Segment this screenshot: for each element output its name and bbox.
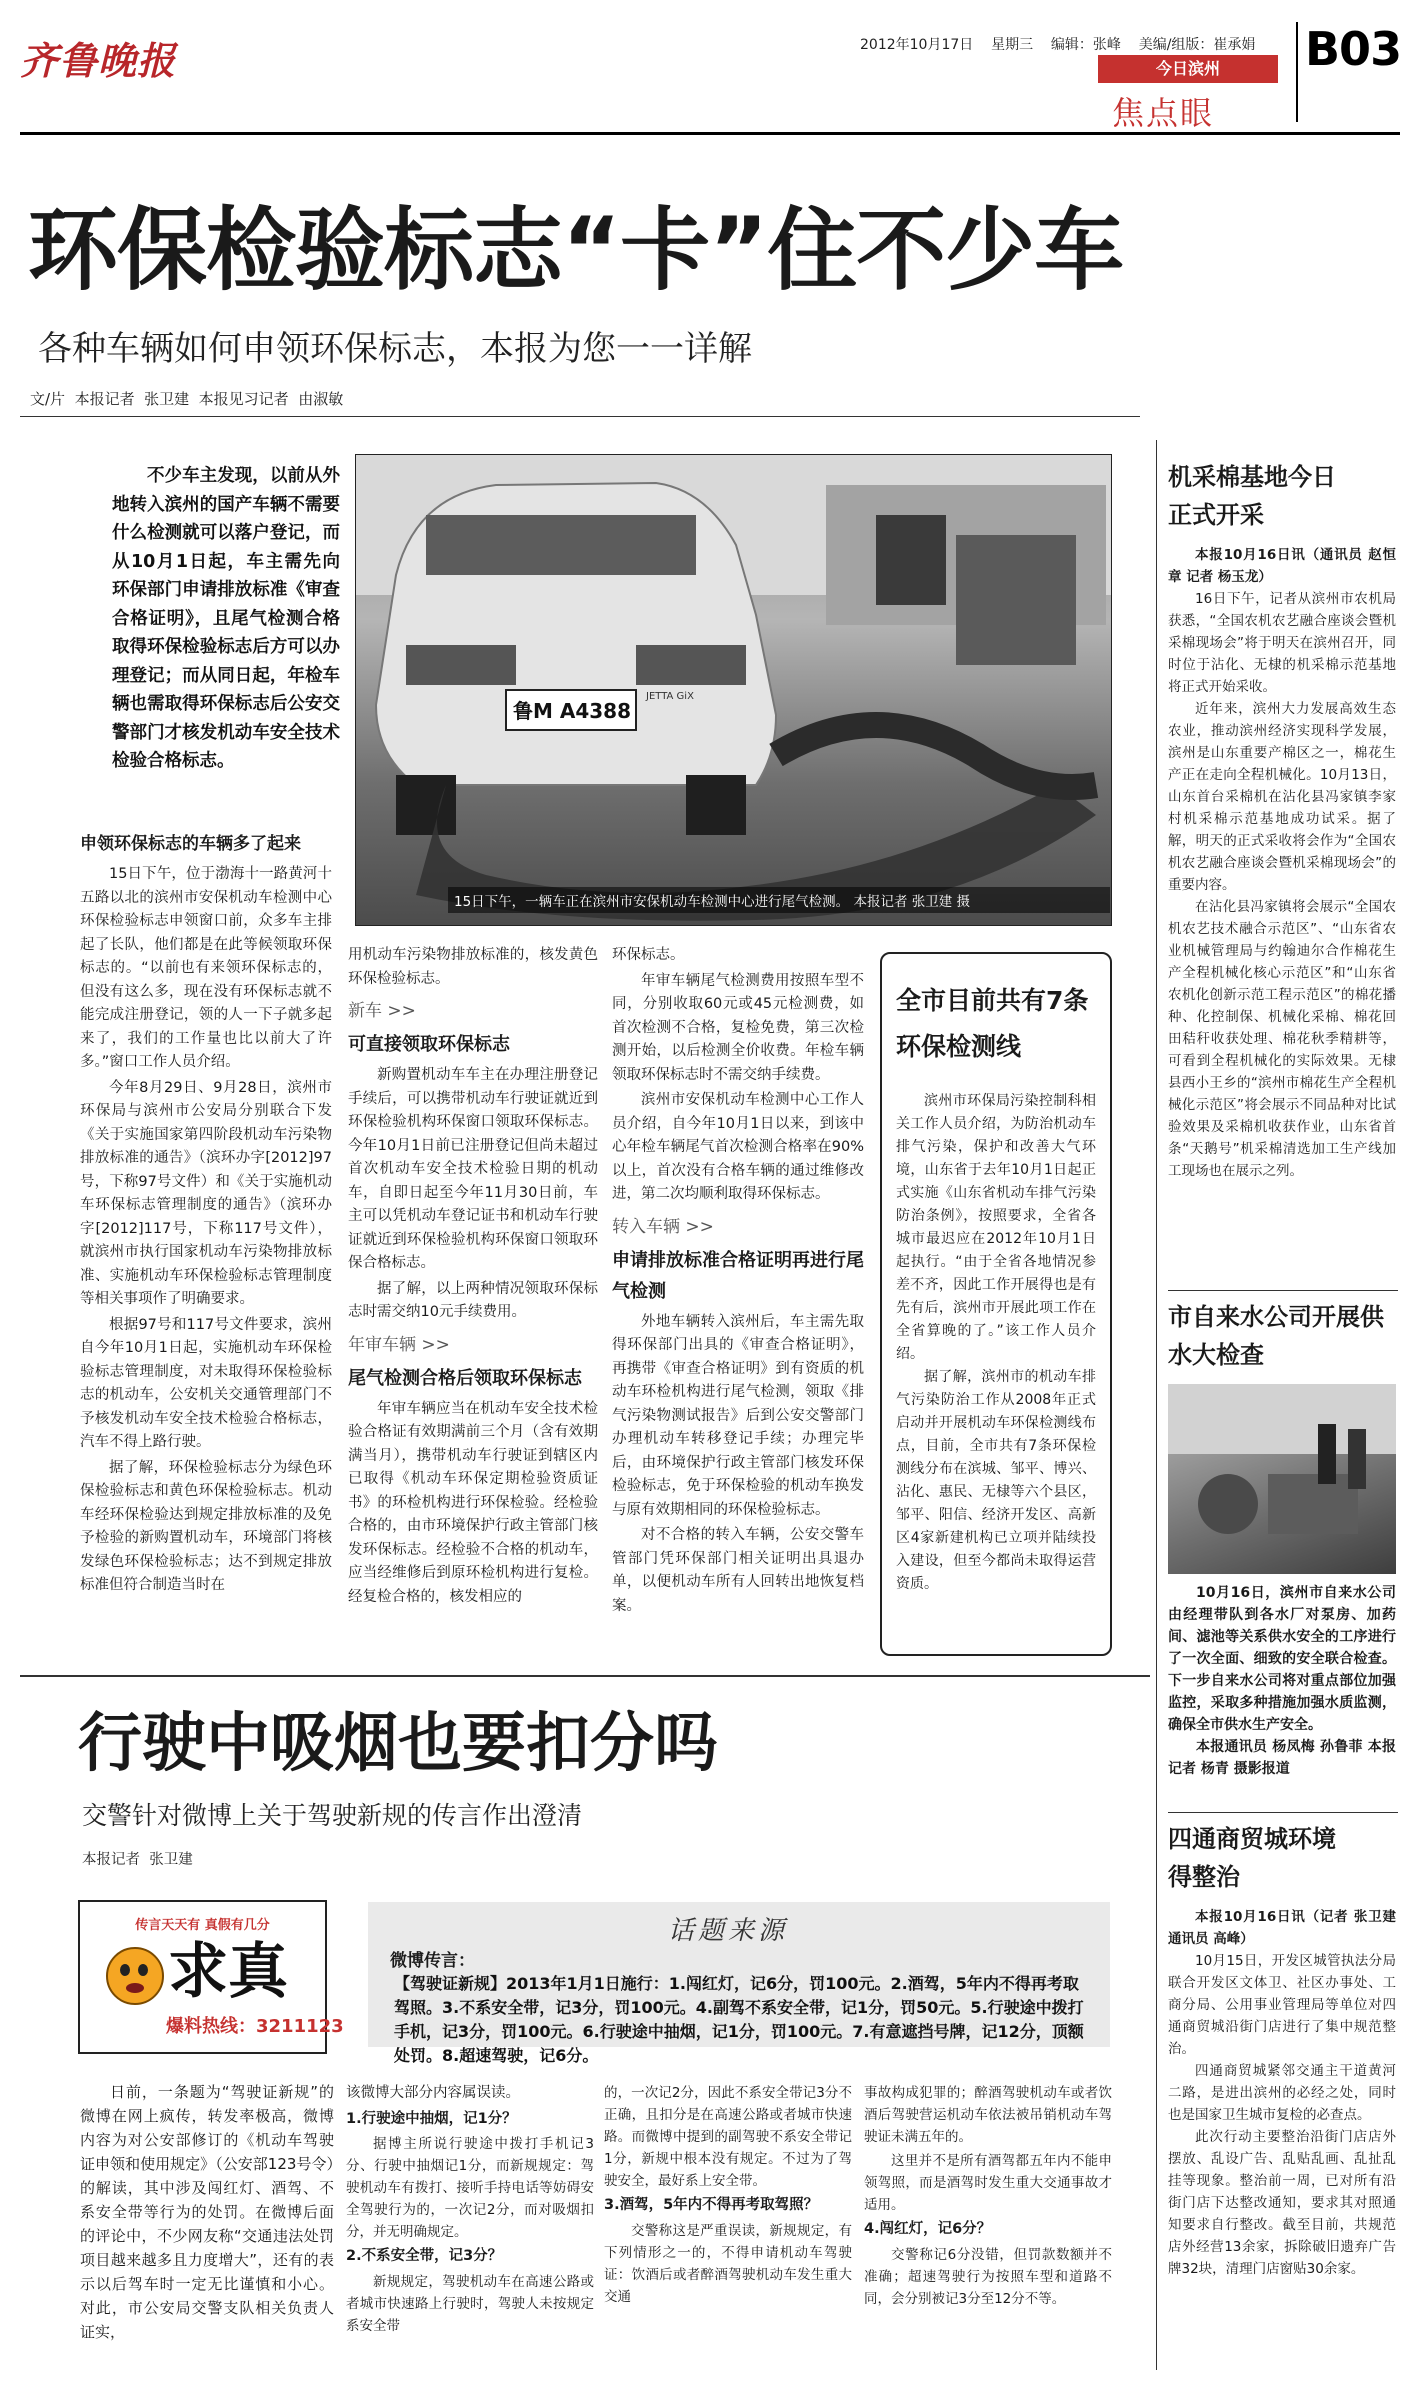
- sidebar-paragraph: 16日下午，记者从滨州市农机局获悉，“全国农机农艺融合座谈会暨机采棉现场会”将于明天在滨州召开，同时位于沾化、无棣的机采棉示范基地将正式开始采收。: [1168, 591, 1396, 695]
- second-paragraph: 交警称这是严重误读，新规规定，有下列情形之一的，不得申请机动车驾驶证：饮酒后或者醉酒驾驶机动车发生重大交通: [604, 2222, 852, 2305]
- lead-paragraph: 不少车主发现，以前从外地转入滨州的国产车辆不需要什么检测就可以落户登记，而从10月1日起，车主需先向环保部门申请排放标准《审查合格证明》，且尾气检测合格取得环保检验标志后方可以办理登记；而从同日起，年检车辆也需取得环保标志后公安交警部门才核发机动车安全技术检验合格标志。: [112, 466, 340, 771]
- water-photo-scene: [1168, 1384, 1396, 1574]
- article-column-2: [348, 944, 598, 1664]
- lead-column: [112, 462, 340, 802]
- sidebar-title-water: 市自来水公司开展供水大检查: [1168, 1303, 1384, 1369]
- sidebar-dateline-cotton: 本报10月16日讯（通讯员 赵恒章 记者 杨玉龙）: [1168, 547, 1396, 585]
- logo-emoji-icon: [106, 1947, 164, 2005]
- sidebar-paragraph: 四通商贸城紧邻交通主干道黄河二路，是进出滨州的必经之处，同时也是国家卫生城市复检的必查点。: [1168, 2063, 1396, 2123]
- editor-text: 编辑：张峰: [1050, 37, 1121, 53]
- masthead-date-line: [860, 34, 1255, 54]
- main-subheadline: 各种车辆如何申领环保标志，本报为您一一详解: [38, 329, 752, 369]
- sidebar-paragraph: 近年来，滨州大力发展高效生态农业，推动滨州经济实现科学发展，滨州是山东重要产棉区之一，棉花生产正在走向全程机械化。10月13日，山东首台采棉机在沾化县冯家镇李家村机采棉示范基地成功试采。据了解，明天的正式采收将会作为“全国农机农艺融合座谈会暨机采棉现场会”的重要内容。: [1168, 701, 1396, 893]
- sidebar-paragraph: 此次行动主要整治沿街门店店外摆放、乱设广告、乱贴乱画、乱扯乱挂等现象。整治前一周，已对所有沿街门店下达整改通知，要求其对照通知要求自行整改。截至目前，共规范店外经营13余家，拆除破旧遗弃广告牌32块，清理门店窗贴30余家。: [1168, 2129, 1396, 2277]
- sidebar-title-market: 四通商贸城环境得整治: [1168, 1825, 1336, 1891]
- masthead-vertical-rule: [1296, 22, 1298, 122]
- label-transfer-car: 转入车辆 >>: [612, 1216, 714, 1237]
- col3-paragraph: 滨州市安保机动车检测中心工作人员介绍，自今年10月1日以来，到该中心年检车辆尾气首次检测合格率在90%以上，首次没有合格车辆的通过维修改进，第二次均顺利取得环保标志。: [612, 1092, 864, 1202]
- second-paragraph: 的，一次记2分，因此不系安全带记3分不正确，且扣分是在高速公路或者城市快速路。而微博中提到的副驾驶不系安全带记1分，新规中根本没有规定。不过为了驾驶安全，最好系上安全带。: [604, 2085, 852, 2189]
- second-headline: 行驶中吸烟也要扣分吗: [78, 1707, 718, 1781]
- topic-source-box: [368, 1902, 1110, 2065]
- article-column-3: [612, 944, 864, 1664]
- question-heading: 1.行驶途中抽烟，记1分？: [346, 2110, 517, 2127]
- sidebar-title-cotton: 机采棉基地今日正式开采: [1168, 463, 1336, 529]
- question-heading: 4.闯红灯，记6分？: [864, 2221, 992, 2237]
- second-paragraph: 事故构成犯罪的；醉酒驾驶机动车或者饮酒后驾驶营运机动车依法被吊销机动车驾驶证未满五年的。: [864, 2085, 1112, 2145]
- col3-paragraph: 外地车辆转入滨州后，车主需先取得环保部门出具的《审查合格证明》，再携带《审查合格证明》到有资质的机动车环检机构进行尾气检测，领取《排气污染物测试报告》后到公安交警部门办理机动车转移登记手续；办理完毕后，由环境保护行政主管部门核发环保检验标志，免于环保检验的机动车换发与原有效期相同的环保检验标志。: [612, 1313, 864, 1518]
- art-editor-text: 美编/组版：崔承娟: [1138, 37, 1256, 53]
- water-photo: [1168, 1384, 1396, 1574]
- column-name: 焦点眼: [1112, 94, 1215, 132]
- second-column-1: [80, 2080, 334, 2380]
- main-headline: 环保检验标志“卡”住不少车: [28, 198, 1124, 303]
- second-paragraph: 交警称记6分没错，但罚款数额并不准确；超速驾驶行为按照车型和道路不同，会分别被记3分至12分不等。: [864, 2246, 1112, 2307]
- box-title: 全市目前共有7条环保检测线: [896, 986, 1089, 1061]
- label-new-car: 新车 >>: [348, 1001, 416, 1021]
- photo-car-badge: JETTA GiX: [646, 691, 694, 702]
- question-heading: 2.不系安全带，记3分？: [346, 2248, 503, 2264]
- section-title-transfer: 申请排放标准合格证明再进行尾气检测: [612, 1249, 864, 1302]
- section-title-annual: 尾气检测合格后领取环保标志: [348, 1367, 582, 1389]
- col1-paragraph: 据了解，环保检验标志分为绿色环保检验标志和黄色环保检验标志。机动车经环保检验达到规定排放标准的及免予检验的新购置机动车，环境部门将核发绿色环保检验标志；达不到规定排放标准但符合制造当时在: [80, 1459, 332, 1593]
- col3-continuation: 环保标志。: [612, 947, 685, 963]
- paper-name-logo: 齐鲁晚报: [20, 38, 177, 83]
- sidebar-rule: [1168, 1812, 1398, 1813]
- second-paragraph: 这里并不是所有酒驾都五年内不能申领驾照，而是酒驾时发生重大交通事故才适用。: [864, 2153, 1112, 2213]
- col1-paragraph: 15日下午，位于渤海十一路黄河十五路以北的滨州市安保机动车检测中心环保检验标志申领窗口前，众多车主排起了长队，他们都是在此等候领取环保标志的。“以前也有来领环保标志的，但没有这么多，现在没有环保标志就不能完成注册登记，领的人一下子就多起来了，我们的工作量也比以前大了许多。”窗口工作人员介绍。: [80, 866, 332, 1070]
- col2-continuation: 用机动车污染物排放标准的，核发黄色环保检验标志。: [348, 947, 598, 987]
- masthead-rule: [20, 132, 1400, 135]
- col2-paragraph: 年审车辆应当在机动车安全技术检验合格证有效期满前三个月（含有效期满当月），携带机动车行驶证到辖区内已取得《机动车环保定期检验资质证书》的环检机构进行环保检验。经检验合格的，由市环境保护行政主管部门核发环保标志。经检验不合格的机动车，应当经维修后到原环检机构进行复检。经复检合格的，核发相应的: [348, 1400, 598, 1605]
- col3-paragraph: 对不合格的转入车辆，公安交警车管部门凭环保部门相关证明出具退办单，以便机动车所有人回转出地恢复档案。: [612, 1527, 864, 1614]
- second-byline: 本报记者 张卫建: [82, 1852, 193, 1868]
- topic-header: 话题来源: [668, 1916, 789, 1946]
- article-column-1: [80, 826, 332, 1666]
- photo-license-plate: 鲁M A4388: [512, 699, 631, 723]
- second-paragraph: 新规规定，驾驶机动车在高速公路或者城市快速路上行驶时，驾驶人未按规定系安全带: [346, 2273, 594, 2334]
- box-paragraph: 据了解，滨州市的机动车排气污染防治工作从2008年正式启动并开展机动车环保检测线布点，目前，全市共有7条环保检测线分布在滨城、邹平、博兴、沾化、惠民、无棣等六个县区，邹平、阳信、经济开发区、高新区4家新建机构已立项并陆续投入建设，但至今都尚未取得运营资质。: [896, 1369, 1096, 1592]
- sidebar-paragraph: 在沾化县冯家镇将会展示“全国农机农艺技术融合示范区”、“山东省农业机械管理局与约翰迪尔合作棉花生产全程机械化核心示范区”和“山东省农机化创新示范工程示范区”的棉花播种、化控制保、机械化采棉、棉花回田秸秆收获处理、棉花秋季精耕等，可看到全程机械化的实际效果。无棣县西小王乡的“滨州市棉花生产全程机械化示范区”将会展示不同品种对比试验效果及采棉机收获作业，山东省首条“天鹅号”机采棉清选加工生产线加工现场也在展示之列。: [1168, 899, 1396, 1179]
- sidebar-vertical-rule: [1156, 440, 1157, 2370]
- col2-paragraph: 新购置机动车车主在办理注册登记手续后，可以携带机动车行驶证就近到环保检验机构环保窗口领取环保标志。今年10月1日前已注册登记但尚未超过首次机动车安全技术检验日期的机动车，自即日起至今年11月30日前，车主可以凭机动车登记证书和机动车行驶证就近到环保检验机构环保窗口领取环保合格标志。: [348, 1067, 598, 1271]
- question-heading: 3.酒驾，5年内不得再考取驾照？: [604, 2197, 819, 2213]
- truth-logo: [78, 1900, 344, 2054]
- col1-paragraph: 今年8月29日、9月28日，滨州市环保局与滨州市公安局分别联合下发《关于实施国家第四阶段机动车污染物排放标准的通告》（滨环办字[2012]97号，下称97号文件）和《关于实施机动车环保标志管理制度的通告》（滨环办字[2012]117号，下称117号文件），就滨州市执行国家机动车污染物排放标准、实施机动车环保检验标志管理制度等相关事项作了明确要求。: [80, 1079, 332, 1307]
- photo-scene: [356, 455, 1111, 925]
- box-paragraph: 滨州市环保局污染控制科相关工作人员介绍，为防治机动车排气污染，保护和改善大气环境，山东省于去年10月1日起正式实施《山东省机动车排气污染防治条例》，按照要求，全省各城市最迟应在2012年10月1日起执行。“由于全省各地情况参差不齐，因此工作开展得也是有先有后，滨州市开展此项工作在全省算晚的了。”该工作人员介绍。: [896, 1093, 1096, 1362]
- weibo-label: 微博传言：: [390, 1951, 475, 1971]
- logo-slogan: 传言天天有 真假有几分: [135, 1918, 270, 1933]
- second-column-2: [346, 2082, 594, 2382]
- main-article-bottom-rule: [20, 1675, 1150, 1677]
- section-title-apply: 申领环保标志的车辆多了起来: [80, 834, 301, 854]
- sidebar-paragraph: 10月15日，开发区城管执法分局联合开发区文体卫、社区办事处、工商分局、公用事业管理局等单位对四通商贸城沿街门店进行了集中规范整治。: [1168, 1953, 1396, 2057]
- label-annual-car: 年审车辆 >>: [348, 1334, 450, 1355]
- second-column-3: [604, 2082, 852, 2382]
- second-paragraph: 日前，一条题为“驾驶证新规”的微博在网上疯传，转发率极高，微博内容为对公安部修订的《机动车驾驶证申领和使用规定》（公安部123号令）的解读，其中涉及闯红灯、酒驾、不系安全带等行为的处罚。在微博后面的评论中，不少网友称“交通违法处罚项目越来越多且力度增大”，还有的表示以后驾车时一定无比谨慎和小心。对此，市公安局交警支队相关负责人证实，: [80, 2083, 334, 2341]
- logo-text: 求真: [168, 1937, 288, 2007]
- photo-caption: 15日下午，一辆车正在滨州市安保机动车检测中心进行尾气检测。 本报记者 张卫建 摄: [448, 887, 1110, 913]
- main-byline: 文/片 本报记者 张卫建 本报见习记者 由淑敏: [30, 390, 344, 408]
- weibo-text: 【驾驶证新规】2013年1月1日施行：1.闯红灯，记6分，罚100元。2.酒驾，5年内不得再考取驾照。3.不系安全带，记3分，罚100元。4.副驾不系安全带，记1分，罚50元。5.行驶途中拨打手机，记3分，罚100元。6.行驶途中抽烟，记1分，罚100元。7.有意遮挡号牌，记12分，顶额处罚。8.超速驾驶，记6分。: [394, 1974, 1084, 2065]
- byline-rule: [20, 416, 1140, 417]
- main-photo: [355, 454, 1112, 926]
- sidebar-article-market: [1168, 1820, 1396, 2370]
- second-subheadline: 交警针对微博上关于驾驶新规的传言作出澄清: [82, 1801, 583, 1830]
- date-text: 2012年10月17日: [860, 37, 974, 53]
- col2-paragraph: 据了解，以上两种情况领取环保标志时需交纳10元手续费用。: [348, 1280, 598, 1320]
- section-tag: 今日滨州: [1098, 55, 1278, 83]
- section-title-new-car: 可直接领取环保标志: [348, 1034, 510, 1055]
- logo-hotline: 爆料热线：3211123: [166, 2016, 344, 2037]
- weekday-text: 星期三: [991, 37, 1034, 53]
- second-paragraph: 该微博大部分内容属误读。: [346, 2085, 520, 2101]
- col3-paragraph: 年审车辆尾气检测费用按照车型不同，分别收取60元或45元检测费，如首次检测不合格，复检免费，第三次检测开始，以后检测全价收费。年检车辆领取环保标志时不需交纳手续费。: [612, 972, 864, 1083]
- sidebar-article-water: [1168, 1298, 1396, 1818]
- sidebar-dateline-market: 本报10月16日讯（记者 张卫建 通讯员 高峰）: [1168, 1909, 1396, 1947]
- test-lines-box: [880, 952, 1112, 1656]
- col1-paragraph: 根据97号和117号文件要求，滨州自今年10月1日起，实施机动车环保检验标志管理制度，对未取得环保检验标志的机动车，公安机关交通管理部门不予核发机动车安全技术检验合格标志，汽车不得上路行驶。: [80, 1316, 332, 1450]
- second-column-4: [864, 2082, 1112, 2382]
- sidebar-rule: [1168, 1290, 1398, 1291]
- page-number: B03: [1305, 22, 1402, 76]
- water-photo-credit: 本报通讯员 杨凤梅 孙鲁菲 本报记者 杨青 摄影报道: [1168, 1739, 1396, 1777]
- water-photo-caption: 10月16日，滨州市自来水公司由经理带队到各水厂对泵房、加药间、滤池等关系供水安全的工序进行了一次全面、细致的安全联合检查。下一步自来水公司将对重点部位加强监控，采取多种措施加强水质监测，确保全市供水生产安全。: [1168, 1585, 1396, 1733]
- masthead: [0, 0, 1417, 130]
- second-paragraph: 据博主所说行驶途中拨打手机记3分、行驶中抽烟记1分，而新规规定：驾驶机动车有拨打、接听手持电话等妨碍安全驾驶行为的，一次记2分，而对吸烟扣分，并无明确规定。: [346, 2136, 594, 2240]
